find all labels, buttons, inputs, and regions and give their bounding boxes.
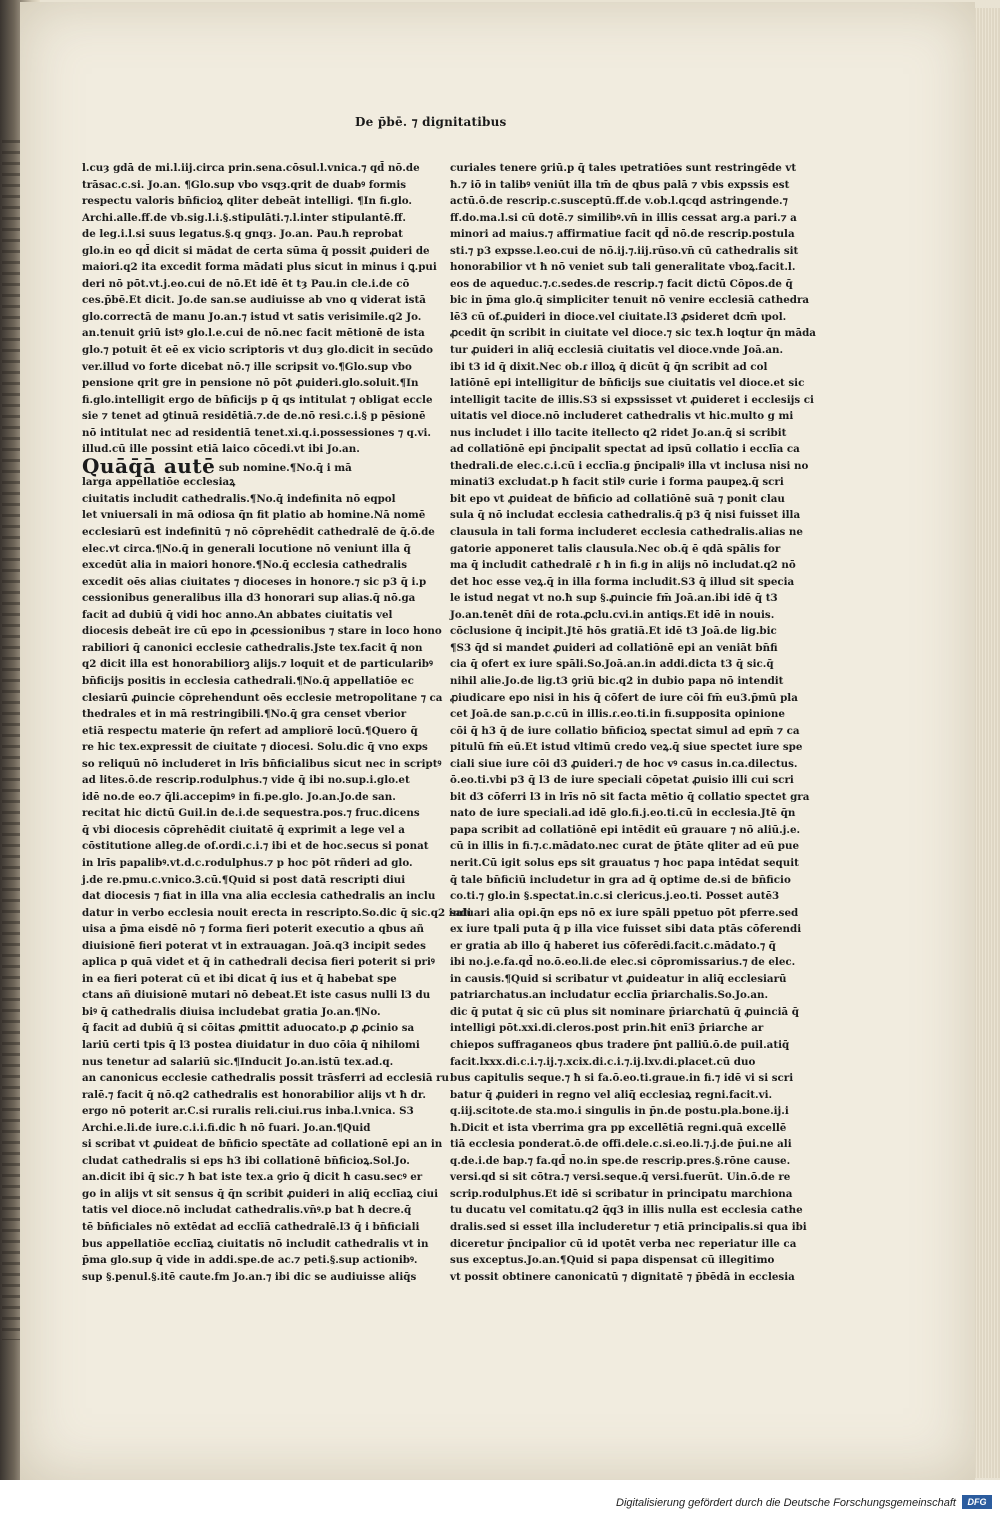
text-line: sup §.penul.§.itē caute.fm Jo.an.⁊ ibi dic se audiuisse aliq̄s	[82, 1270, 417, 1283]
text-line: aplica p quā videt et q̄ in cathedrali decisa fieri poterit si priꝰ	[82, 956, 435, 969]
text-line: q2 dicit illa est honorabiliorꝫ alijs.⁊ loquit et de particularibꝰ	[82, 658, 433, 671]
text-line: uitatis vel dioce.nō includeret cathedralis vt hic.multo g mi	[450, 410, 794, 423]
text-line: q̄ vbi diocesis cōprehēdit ciuitatē q̄ exprimit a lege vel a	[82, 823, 405, 836]
text-line: in ea fieri poterat cū et ibi dicat q̄ ius et q̄ habebat spe	[82, 972, 397, 985]
text-line: thedrali.de elec.c.i.cū i ecclīa.g p̄ncipaliꝰ illa vt inclusa nisi no	[450, 459, 809, 472]
text-line: curiales tenere ꝯriū.p q̄ tales ɩpetratiōes sunt restringēde vt	[450, 162, 797, 174]
text-line: saluari alia opi.q̄n eps nō ex iure spāli ppetuo pōt pferre.sed	[450, 906, 799, 919]
text-line: eos de aqueduc.⁊.c.sedes.de rescrip.⁊ facit dictū Cōpos.de q̄	[450, 277, 793, 290]
text-line: clesiarū ꝓuincie cōprehendunt oēs ecclesie metropolitane ⁊ ca	[82, 691, 443, 704]
text-line: papa scribit ad collatiōnē epi intēdit eū grauare ⁊ nō aliū.j.e.	[450, 823, 801, 836]
text-line: tiā ecclesia ponderat.ō.de offi.dele.c.si.eo.li.⁊.j.de p̄ui.ne ali	[450, 1138, 792, 1151]
text-line: lē3 cū of.ꝓuideri in dioce.vel ciuitate.l3 ꝓsideret dcm̄ ɩpol.	[450, 310, 787, 323]
text-line: ꝓiudicare epo nisi in his q̄ cōfert de iure cōi fm̄ eu3.p̄mū pla	[450, 691, 798, 704]
text-line: pitulū fm̄ eū.Et istud vltimū credo veꝝ.q̄ siue spectet iure spe	[450, 741, 803, 754]
text-line: in causis.¶Quid si scribatur vt ꝓuideatur in aliq̄ ecclesiarū	[450, 972, 787, 985]
facing-page-edge	[0, 0, 22, 1420]
text-line: honorabilior vt ħ nō veniet sub tali generalitate vboꝝ.facit.l.	[450, 261, 796, 274]
text-line: cōi q̄ h3 q̄ de iure collatio bn̄ficioꝝ spectat simul ad epm̄ ⁊ ca	[450, 724, 800, 737]
text-line: an canonicus ecclesie cathedralis possit trāsferri ad ecclesiā ru	[82, 1072, 449, 1085]
text-line: sus exceptus.Jo.an.¶Quid si papa dispensat cū illegitimo	[450, 1254, 775, 1267]
text-line: fi.glo.intelligit ergo de bn̄ficijs p q̄ qs intitulat ⁊ obligat eccle	[82, 393, 433, 406]
text-line: ħ.⁊ iō in talibꝰ veniūt illa tm̄ de qbus palā ⁊ vbis expssis est	[450, 178, 790, 191]
text-line: sie ⁊ tenet ad ꝯtinuā residētiā.⁊.de de.nō resi.c.i.§ p pēsionē	[82, 410, 426, 423]
text-line: ħ.Dicit et ista vberrima gra pp excellētiā regni.quā excellē	[450, 1121, 787, 1134]
text-line: glo.correctā de manu Jo.an.⁊ istud vt satis verisimile.q2 Jo.	[82, 310, 422, 323]
text-line: elec.vt circa.¶No.q̄ in generali locutione nō veniunt illa q̄	[82, 542, 411, 555]
text-line: dralis.sed si esset illa includeretur ⁊ etiā principalis.si qua ibi	[450, 1221, 807, 1233]
text-line: det hoc esse veꝝ.q̄ in illa forma includit.S3 q̄ illud sit specia	[450, 575, 795, 588]
text-line: larga appellatiōe ecclesiaꝝ	[82, 476, 236, 489]
text-line: nihil alie.Jo.de lig.t3 ꝯriū bic.q2 in dubio papa nō intendit	[450, 674, 784, 687]
text-line: nus tenetur ad salariū sic.¶Inducit Jo.an.istū tex.ad.q.	[82, 1055, 394, 1068]
text-line: co.ti.⁊ glo.in §.spectat.in.c.si clericus.j.eo.ti. Posset autē3	[450, 890, 780, 903]
text-line: tatis vel dioce.nō includat cathedralis.vn̄ꝰ.p bat ħ decre.q̄	[82, 1204, 412, 1217]
text-line: minori ad maius.⁊ affirmatiue facit qd̄ nō.de rescrip.postula	[450, 228, 795, 241]
text-line: thedrales et in mā restringibili.¶No.q̄ gra censet vberior	[82, 708, 407, 721]
text-line: cū in illis in fi.⁊.c.mādato.nec curat de p̄tāte qliter ad eū pue	[450, 840, 800, 853]
dfg-logo: DFG	[962, 1495, 992, 1509]
text-line: cōclusione q̄ incipit.Jtē hōs gratiā.Et idē t3 Joā.de lig.bic	[450, 625, 777, 638]
text-line: glo.⁊ potuit ēt eē ex vicio scriptoris vt duȝ glo.dicit in secūdo	[82, 344, 433, 357]
footer-bar	[0, 1480, 1000, 1519]
text-line: an.dicit ibi q̄ sic.⁊ ħ bat iste tex.a ꝯrio q̄ dicit ħ casu.secꝰ er	[82, 1171, 423, 1184]
text-line: diuisionē fieri poterat vt in extrauagan. Joā.q3 incipit sedes	[82, 939, 426, 952]
text-line: trāsac.c.si. Jo.an. ¶Glo.sup vbo vsqȝ.qrit de duabꝰ formis	[82, 178, 407, 191]
text-line: ergo nō poterit ar.C.si ruralis reli.ciui.rus inba.l.vnica. S3	[82, 1105, 414, 1118]
text-line: re hic tex.expressit de ciuitate ⁊ diocesi. Solu.dic q̄ vno exps	[82, 741, 428, 754]
text-line: bus capitulis seque.⁊ ħ si fa.ō.eo.ti.graue.in fi.⁊ idē vi si scri	[450, 1072, 794, 1085]
text-line: gatorie apponeret talis clausula.Nec ob.q̄ ē qdā spālis for	[450, 542, 781, 555]
text-line: rabiliori q̄ canonici ecclesie cathedralis.Jste tex.facit q̄ non	[82, 641, 423, 654]
text-line: ibi t3 id q̄ dixit.Nec ob.ɾ illoꝝ q̄ dicūt q̄ q̄n scribit ad col	[450, 360, 768, 373]
text-line: sti.⁊ p3 expsse.l.eo.cui de nō.ij.⁊.iij.rūso.vn̄ cū cathedralis sit	[450, 244, 799, 257]
text-line: ralē.⁊ facit q̄ nō.q2 cathedralis est honorabilior alijs vt ħ dr.	[82, 1088, 426, 1101]
text-line: vt possit obtinere canonicatū ⁊ dignitatē ⁊ p̄bēdā in ecclesia	[450, 1270, 795, 1283]
text-line: illud.cū ille possint etiā laico cōcedi.vt ibi Jo.an.	[82, 443, 360, 456]
text-line: bit epo vt ꝓuideat de bn̄ficio ad collatiōnē suā ⁊ ponit clau	[450, 492, 785, 505]
text-line: si scribat vt ꝓuideat de bn̄ficio spectāte ad collationē epi an in	[82, 1138, 443, 1151]
text-line: facit.lxxx.di.c.i.⁊.ij.⁊.xcix.di.c.i.⁊.ij.lxv.di.placet.cū duo	[450, 1055, 756, 1068]
text-line: intelligit tacite de illis.S3 si expssisset vt ꝓuideret i ecclesijs ci	[450, 393, 814, 406]
text-line: ver.illud vo forte dicebat nō.⁊ ille scripsit vo.¶Glo.sup vbo	[82, 360, 412, 373]
text-line: dic q̄ putat q̄ sic cū plus sit nominare p̄riarchatū q̄ ꝓuinciā q̄	[450, 1005, 799, 1018]
text-line: tu ducatu vel comitatu.q2 q̄q3 in illis nulla est ecclesia cathe	[450, 1204, 803, 1217]
text-line: j.de re.pmu.c.vnico.Ꝫ.cū.¶Quid si post datā rescripti diui	[82, 873, 406, 886]
text-line: q̄ tale bn̄ficiū includetur in gra ad q̄ optime de.si de bn̄ficio	[450, 873, 791, 886]
text-line: ma q̄ includit cathedralē ɾ ħ in fi.g in alijs nō includat.q2 nō	[450, 559, 796, 572]
text-line: bic in p̄ma glo.q̄ simpliciter tenuit nō venire ecclesiā cathedra	[450, 294, 810, 307]
text-line: diocesis debeāt ire cū epo in ꝓcessionibus ⁊ stare in loco hono	[82, 625, 442, 638]
text-line: uisa a p̄ma eisdē nō ⁊ forma fieri poterit executio a qbus añ	[82, 923, 424, 936]
text-line: bus appellatiōe ecclīaꝝ ciuitatis nō includit cathedralis vt in	[82, 1237, 429, 1250]
text-line: intelligi pōt.xxi.di.cleros.post prin.ħit enī3 p̄riarche ar	[450, 1022, 764, 1035]
text-line: an.tenuit ꝯriū istꝰ glo.l.e.cui de nō.nec facit mētionē de ista	[82, 327, 425, 340]
text-line: tē bn̄ficiales nō extēdat ad ecclīā cathedralē.l3 q̄ i bn̄ficiali	[82, 1221, 420, 1233]
text-line: biꝰ q̄ cathedralis diuisa includebat gratia Jo.an.¶No.	[82, 1005, 381, 1018]
text-line: so reliquū nō includeret in lrīs bn̄ficialibus sicut nec in scriptꝰ	[82, 757, 442, 770]
text-line: cet Joā.de san.p.c.cū in illis.ɾ.eo.ti.in fi.supposita opinione	[450, 708, 785, 721]
text-line: idē no.de eo.⁊ q̄li.accepimꝰ in fi.pe.glo. Jo.an.Jo.de san.	[82, 790, 396, 803]
text-line: diceretur p̄ncipalior cū id ɩpotēt verba nec reperiatur ille ca	[450, 1237, 797, 1250]
text-line: q.iij.scitote.de sta.mo.i singulis in p̄n.de postu.pla.bone.ij.i	[450, 1105, 789, 1118]
text-line: nerit.Cū igit solus eps sit grauatus ⁊ hoc papa intēdat sequit	[450, 856, 799, 869]
text-line: patriarchatus.an includatur ecclīa p̄riarchalis.So.Jo.an.	[450, 989, 769, 1002]
text-line: cia q̄ ofert ex iure spāli.So.Joā.an.in addi.dicta t3 q̄ sic.q̄	[450, 658, 774, 671]
right-text-column	[450, 160, 816, 1285]
text-line: recitat hic dictū Guil.in de.i.de sequestra.pos.⁊ fruc.dicens	[82, 807, 420, 820]
text-line: batur q̄ ꝓuideri in regno vel aliq̄ ecclesiaꝝ regni.facit.vi.	[450, 1088, 773, 1101]
text-line: cōstitutione alleg.de of.ordi.c.i.⁊ ibi et de hoc.secus si ponat	[82, 840, 429, 853]
text-line: ¶S3 q̄d si mandet ꝓuideri ad collatiōnē epi an veniāt bn̄fi	[450, 641, 778, 654]
text-line: bn̄ficijs positis in ecclesia cathedrali.¶No.q̄ appellatiōe ec	[82, 674, 414, 687]
text-line: pensione qrit gre in pensione nō pōt ꝓuideri.glo.soluit.¶In	[82, 377, 419, 390]
text-line: ad lites.ō.de rescrip.rodulphus.⁊ vide q̄ ibi no.sup.i.glo.et	[82, 774, 410, 787]
text-line: datur in verbo ecclesia nouit erecta in rescripto.So.dic q̄ sic.q2 indi	[82, 906, 472, 919]
text-line: cludat cathedralis si eps h3 ibi collationē bn̄ficioꝝ.Sol.Jo.	[82, 1154, 410, 1167]
text-line: ibi no.j.e.fa.qd̄ no.ō.eo.li.de elec.si cōpromissarius.⁊ de elec.	[450, 956, 796, 969]
running-title: De p̄bē. ⁊ dignitatibus	[355, 115, 507, 129]
text-line: Archi.e.li.de iure.c.i.i.fi.dic ħ nō fuari. Jo.an.¶Quid	[82, 1121, 371, 1134]
text-line: versi.qd si sit cōtra.⁊ versi.seque.q̄ versi.fuerūt. Uin.ō.de re	[450, 1171, 791, 1184]
text-line: excedūt alia in maiori honore.¶No.q̄ ecclesia cathedralis	[82, 559, 408, 572]
text-line: ces.p̄bē.Et dicit. Jo.de san.se audiuisse ab vno q viderat istā	[82, 294, 426, 307]
text-line: ctans añ diuisionē mutari nō debeat.Et iste casus nulli l3 du	[82, 989, 431, 1002]
text-line: ciali siue iure cōi d3 ꝓuideri.⁊ de hoc vꝰ casus in.ca.dilectus.	[450, 757, 798, 770]
left-text-column	[82, 160, 472, 1285]
text-line: ff.do.ma.l.si cū dotē.⁊ similibꝰ.vn̄ in illis cessat arg.a pari.⁊ a	[450, 211, 797, 224]
text-line: Quāq̄ā autē sub nomine.¶No.q̄ i mā	[82, 453, 352, 478]
text-line: le istud negat vt no.ħ sup §.ꝓuincie fm̄ Joā.an.ibi idē q̄ t3	[450, 592, 778, 605]
text-line: let vniuersali in mā odiosa q̄n fit platio ab homine.Nā nomē	[82, 509, 426, 522]
text-line: Archi.alle.ff.de vb.sig.l.i.§.stipulāti.⁊.l.inter stipulantē.ff.	[82, 211, 406, 224]
text-line: bit d3 cōferri l3 in lrīs nō sit facta mētio q̄ collatio spectet gra	[450, 790, 810, 803]
text-line: excedit oēs alias ciuitates ⁊ dioceses in honore.⁊ sic p3 q̄ i.p	[82, 575, 427, 588]
text-line: nato de iure speciali.ad idē glo.fi.j.eo.ti.cū in ecclesia.Jtē q̄n	[450, 807, 796, 820]
text-line: etiā respectu materie q̄n refert ad ampliorē locū.¶Quero q̄	[82, 724, 418, 737]
text-line: p̄ma glo.sup q̄ vide in addi.spe.de ac.⁊ peti.§.sup actionibꝰ.	[82, 1254, 418, 1267]
text-line: l.cuȝ gdā de mi.l.iij.circa prin.sena.cōsul.l.vnica.⁊ qd̄ nō.de	[82, 162, 420, 174]
funding-credit: Digitalisierung gefördert durch die Deutsche Forschungsgemeinschaft	[616, 1497, 956, 1509]
text-line: maiori.q2 ita excedit forma mādati plus sicut in minus i ꝗ.pui	[82, 261, 437, 274]
text-line: Jo.an.tenēt dn̄i de rota.ꝓclu.cvi.in antiqs.Et idē in nouis.	[450, 608, 775, 621]
text-line: q.de.i.de bap.⁊ fa.qd̄ no.in spe.de rescrip.pres.§.rōne cause.	[450, 1154, 791, 1167]
text-line: ciuitatis includit cathedralis.¶No.q̄ indefinita nō eqpol	[82, 492, 396, 505]
text-line: in lrīs papalibꝰ.vt.d.c.rodulphus.⁊ p hoc pōt rñderi ad glo.	[82, 856, 413, 869]
text-line: sula q̄ nō includat ecclesia cathedralis.q̄ p3 q̄ nisi fuisset illa	[450, 509, 801, 522]
text-line: tur ꝓuideri in aliq̄ ecclesiā ciuitatis vel dioce.vnde Joā.an.	[450, 344, 784, 357]
text-line: actū.ō.de rescrip.c.susceptū.ff.de v.ob.l.qcqd astringende.⁊	[450, 195, 788, 208]
text-line: nō intitulat nec ad residentiā tenet.xi.q.i.possessiones ⁊ q.vi.	[82, 426, 431, 439]
text-line: de leg.i.l.si suus legatus.§.q gnqȝ. Jo.an. Pau.ħ reprobat	[82, 228, 403, 241]
text-line: clausula in tali forma includeret ecclesia cathedralis.alias ne	[450, 526, 803, 539]
text-line: lariū certi tpis q̄ l3 postea diuidatur in duo cōia q̄ nihilomi	[82, 1038, 420, 1051]
text-line: latiōnē epi intelligitur de bn̄ficijs sue ciuitatis vel dioce.et sic	[450, 377, 805, 390]
text-line: ex iure tpali puta q̄ p illa vice fuisset sibi data ptās cōferendi	[450, 923, 802, 936]
text-line: go in alijs vt sit sensus q̄ q̄n scribit ꝓuideri in aliq̄ ecclīaꝝ ciui	[82, 1187, 439, 1200]
text-line: minati3 excludat.p ħ facit stilꝰ curie i forma paupeꝝ.q̄ scri	[450, 476, 784, 489]
page-stack-edge	[975, 8, 1000, 1478]
text-line: cessionibus generalibus illa d3 honorari sup alias.q̄ nō.ga	[82, 592, 416, 605]
text-line: ꝓcedit q̄n scribit in ciuitate vel dioce.⁊ sic tex.ħ loqtur q̄n māda	[450, 327, 816, 340]
text-line: chiepos suffraganeos qbus tradere p̄nt palliū.ō.de puil.atiq̄	[450, 1038, 790, 1051]
text-line: ō.eo.ti.vbi p3 q̄ l3 de iure speciali cōpetat ꝓuisio illi cui scri	[450, 774, 794, 787]
text-line: ad collatiōnē epi p̄ncipalit spectat ad ipsū collatio i ecclīa ca	[450, 443, 800, 456]
text-line: facit ad dubiū q̄ vidi hoc anno.An abbates ciuitatis vel	[82, 608, 393, 621]
text-line: dat diocesis ⁊ fiat in illa vna alia ecclesia cathedralis an inclu	[82, 890, 436, 903]
text-line: ecclesiarū est indefinitū ⁊ nō cōprehēdit cathedralē de q̄.ō.de	[82, 526, 435, 539]
text-line: respectu valoris bn̄ficioꝝ qliter debeāt intelligi. ¶In fi.glo.	[82, 195, 413, 208]
text-line: scrip.rodulphus.Et idē si scribatur in principatu marchiona	[450, 1187, 793, 1200]
text-line: er gratia ab illo q̄ haberet ius cōferēdi.facit.c.mādato.⁊ q̄	[450, 939, 776, 952]
incipit-heading: Quāq̄ā autē	[82, 453, 216, 478]
text-line: glo.in eo qd̄ dicit si mādat de certa sūma q̄ possit ꝓuideri de	[82, 244, 430, 257]
text-line: deri nō pōt.vt.j.eo.cui de nō.Et idē ēt tȝ Pau.in cle.i.de cō	[82, 277, 410, 290]
text-line: nus includet i illo tacite itellecto q2 ridet Jo.an.q̄ si scribit	[450, 426, 787, 439]
text-line: q̄ facit ad dubiū q̄ si cōitas ꝓmittit aduocato.p ꝓ ꝓcinio sa	[82, 1022, 415, 1035]
